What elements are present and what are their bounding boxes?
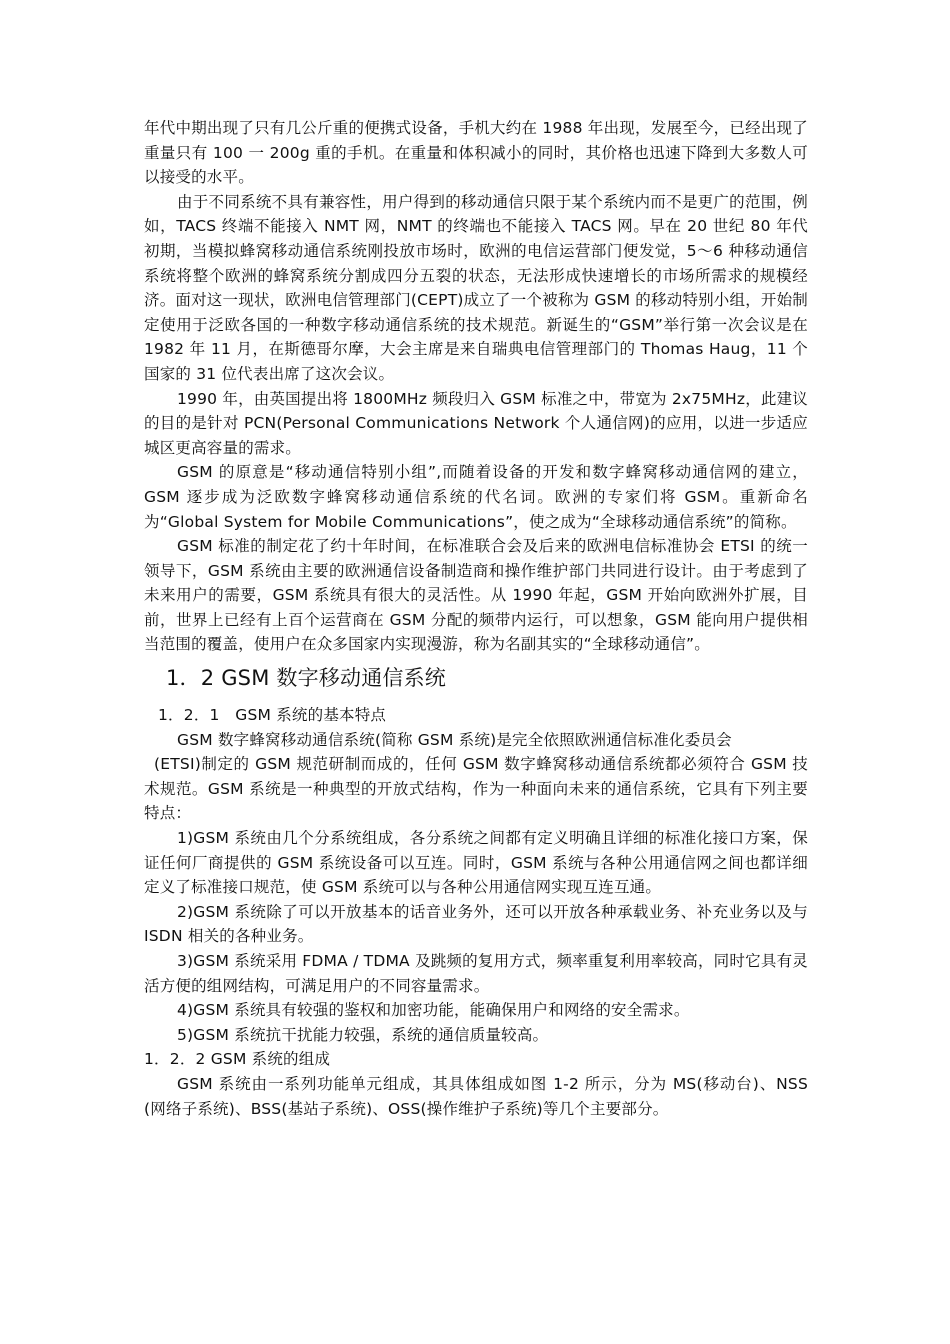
paragraph-continuation: 年代中期出现了只有几公斤重的便携式设备，手机大约在 1988 年出现，发展至今，已经出现了重量只有 100 一 200g 重的手机。在重量和体积减小的同时，其价格也迅速下降到大多数人可以接受的水平。 — [144, 119, 808, 187]
paragraph-gsm-composition: GSM 系统由一系列功能单元组成，其具体组成如图 1-2 所示，分为 MS(移动台)、NSS (网络子系统)、BSS(基站子系统)、OSS(操作维护子系统)等几个主要部分。 — [144, 1074, 808, 1118]
paragraph-gsm-standard: GSM 标准的制定花了约十年时间，在标准联合会及后来的欧洲电信标准协会 ETSI 的统一领导下，GSM 系统由主要的欧洲通信设备制造商和操作维护部门共同进行设计。由于考虑到了未来用户的需要，GSM 系统具有很大的灵活性。从 1990 年起，GSM 开始向欧洲外扩展，目前，世界上已经有上百个运营商在 GSM 分配的频带内运行，可以想象，GSM 能向用户提供相当范围的覆盖，使用户在众多国家内实现漫游，称为名副其实的“全球移动通信”。 — [144, 537, 808, 654]
subsection-heading-1-2-1: 1．2．1 GSM 系统的基本特点 — [158, 706, 387, 725]
feature-item-3: 3)GSM 系统采用 FDMA / TDMA 及跳频的复用方式，频率重复利用率较高，同时它具有灵活方便的组网结构，可满足用户的不同容量需求。 — [144, 952, 808, 995]
paragraph-compatibility: 由于不同系统不具有兼容性，用户得到的移动通信只限于某个系统内而不是更广的范围，例如，TACS 终端不能接入 NMT 网，NMT 的终端也不能接入 TACS 网。早在 20 世纪 80 年代初期，当模拟蜂窝移动通信系统刚投放市场时，欧洲的电信运营部门便发觉，5～6 种移动通信系统将整个欧洲的蜂窝系统分割成四分五裂的状态，无法形成快速增长的市场所需求的规模经济。面对这一现状，欧洲电信管理部门(CEPT)成立了一个被称为 GSM 的移动特别小组，开始制定使用于泛欧各国的一种数字移动通信系统的技术规范。新诞生的“GSM”举行第一次会议是在 1982 年 11 月，在斯德哥尔摩，大会主席是来自瑞典电信管理部门的 Thomas Haug，11 个国家的 31 位代表出席了这次会议。 — [144, 192, 809, 383]
paragraph-gsm-intro-line1: GSM 数字蜂窝移动通信系统(简称 GSM 系统)是完全依照欧洲通信标准化委员会 — [177, 730, 732, 749]
paragraph-gsm-intro-rest: (ETSI)制定的 GSM 规范研制而成的，任何 GSM 数字蜂窝移动通信系统都必须符合 GSM 技术规范。GSM 系统是一种典型的开放式结构，作为一种面向未来的通信系统，它具有下列主要特点： — [144, 755, 808, 823]
document-body — [144, 116, 808, 1121]
paragraph-gsm-meaning: GSM 的原意是“移动通信特别小组”,而随着设备的开发和数字蜂窝移动通信网的建立，GSM 逐步成为泛欧数字蜂窝移动通信系统的代名词。欧洲的专家们将 GSM。重新命名为“Global System for Mobile Communications”，使之成为“全球移动通信系统”的简称。 — [144, 463, 808, 531]
feature-item-2: 2)GSM 系统除了可以开放基本的话音业务外，还可以开放各种承载业务、补充业务以及与 ISDN 相关的各种业务。 — [144, 902, 808, 946]
paragraph-1800mhz: 1990 年，由英国提出将 1800MHz 频段归入 GSM 标准之中，带宽为 2x75MHz，此建议的目的是针对 PCN(Personal Communications Network 个人通信网)的应用，以进一步适应城区更高容量的需求。 — [144, 389, 808, 457]
feature-item-5: 5)GSM 系统抗干扰能力较强，系统的通信质量较高。 — [177, 1025, 549, 1044]
feature-item-1: 1)GSM 系统由几个分系统组成，各分系统之间都有定义明确且详细的标准化接口方案，保证任何厂商提供的 GSM 系统设备可以互连。同时，GSM 系统与各种公用通信网之间也都详细定义了标准接口规范，使 GSM 系统可以与各种公用通信网实现互连互通。 — [144, 829, 808, 897]
subsection-heading-1-2-2: 1．2．2 GSM 系统的组成 — [144, 1050, 331, 1069]
section-heading-1-2: 1．2 GSM 数字移动通信系统 — [166, 666, 446, 691]
feature-item-4: 4)GSM 系统具有较强的鉴权和加密功能，能确保用户和网络的安全需求。 — [177, 1001, 690, 1020]
